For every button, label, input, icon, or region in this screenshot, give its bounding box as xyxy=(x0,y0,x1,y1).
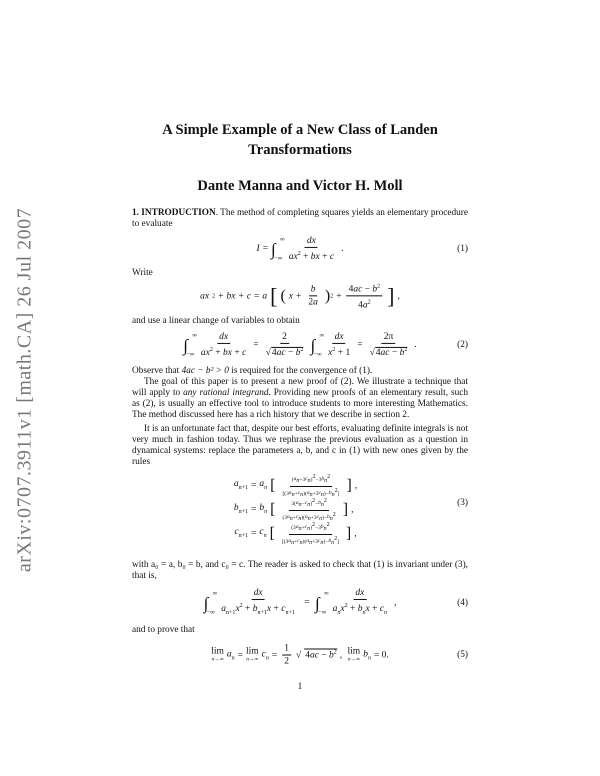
equation-4-number: (4) xyxy=(457,598,468,608)
page-number: 1 xyxy=(297,682,303,692)
to-prove-text: and to prove that xyxy=(132,625,195,635)
equation-3-math xyxy=(220,474,357,546)
equation-2 xyxy=(132,328,468,362)
completing-square-math: ax 2 + bx + c = a [ ( x + $\frac{b}{2a}$ ) 2 + $\frac{4ac - b^2}{4a^2}$ ] , xyxy=(200,283,400,311)
equation-2-math: ∫ ∞ −∞ $\frac{dx}{ax^2 + bx + c}$ = $\frac{2}{√4ac - b^2}$ ∫ ∞ −∞ $\frac{dx}{x^2 + 1}$ = $\frac{2\pi}{√4ac - b^2}$ . xyxy=(183,331,417,359)
equation-5 xyxy=(132,640,468,670)
equation-1-number: (1) xyxy=(457,244,468,254)
equation-5-number: (5) xyxy=(457,650,468,660)
rule-c: $c_{n+1}$ = $c_n$ [ $\frac{(3a_n+c_n)^2-3b_n^2}{[(3a_n+c_n)(a_n+3c_n)-b_n^2]}$ ] , xyxy=(234,521,357,547)
arxiv-identifier: arXiv:0707.3911v1 [math.CA] 26 Jul 2007 xyxy=(13,207,36,573)
intro-text: . The method of completing squares yields an elementary procedure to evaluate xyxy=(132,208,468,229)
goal-emphasis: any rational integrand xyxy=(183,388,269,398)
observe-paragraph: Observe that 4ac − b² > 0 is required for the convergence of (1). xyxy=(132,366,373,376)
title-line-2: Transformations xyxy=(248,142,352,158)
equation-5-math: lim n→∞ $a_n$ = lim n→∞ $c_n$ = $\frac{1}{2}$ √ $4ac - b^2$ , lim n→∞ $b_n$ = 0. xyxy=(211,643,389,667)
intro-heading: 1. INTRODUCTION xyxy=(132,208,216,218)
invariance-paragraph: with a₀ = a, b₀ = b, and c₀ = c. The reader is asked to check that (1) is invariant under (3), that is, xyxy=(132,560,468,581)
equation-1-math: I = ∫ ∞ −∞ $\frac{dx}{ax^2 + bx + c}$ . xyxy=(256,235,344,263)
title-line-1: A Simple Example of a New Class of Landen xyxy=(162,122,438,138)
goal-paragraph: The goal of this paper is to present a new proof of (2). We illustrate a technique that will apply to any rational integrand. Providing new proofs of an elementary result, such as (2), is usually an effective tool to introduce students to more interesting Mathematics. The method discussed here has a rich history that we describe in section 2. xyxy=(132,377,468,420)
paper-title xyxy=(120,120,480,160)
equation-1 xyxy=(132,234,468,264)
equation-3 xyxy=(132,470,468,554)
paper-authors: Dante Manna and Victor H. Moll xyxy=(197,178,403,194)
rule-b: $b_{n+1}$ = $b_n$ [ $\frac{3(a_n-c_n)^2-b_n^2}{(3a_n+c_n)(a_n+3c_n)-b_n^2}$ ] , xyxy=(233,497,354,523)
equation-3-number: (3) xyxy=(457,498,468,508)
observe-math: 4ac − b² > 0 xyxy=(181,366,229,376)
intro-paragraph xyxy=(132,208,468,230)
linear-change-text: and use a linear change of variables to obtain xyxy=(132,316,300,326)
equation-4 xyxy=(132,586,468,620)
equation-2-number: (2) xyxy=(457,340,468,350)
completing-square-equation xyxy=(132,278,468,314)
dynamical-paragraph: It is an unfortunate fact that, despite our best efforts, evaluating definite integrals is not very much in fashion today. Thus we rephrase the previous evaluation as a question in dynamical systems: replace the parameters a, b, and c in (1) with new ones given by the rules xyxy=(132,424,468,467)
equation-4-math: ∫ ∞ −∞ $\frac{dx}{a_{n+1}x^2 + b_{n+1}x + c_{n+1}}$ = ∫ ∞ −∞ $\frac{dx}{a_nx^2 + b_nx + c_n}$ , xyxy=(203,587,397,617)
rule-a: $a_{n+1}$ = $a_n$ [ $\frac{(a_n+3c_n)^2-3b_n^2}{[(3a_n+c_n)(a_n+3c_n)-b_n^2]}$ ] , xyxy=(233,473,358,499)
write-label: Write xyxy=(132,268,153,278)
arxiv-sidebar xyxy=(8,180,42,600)
